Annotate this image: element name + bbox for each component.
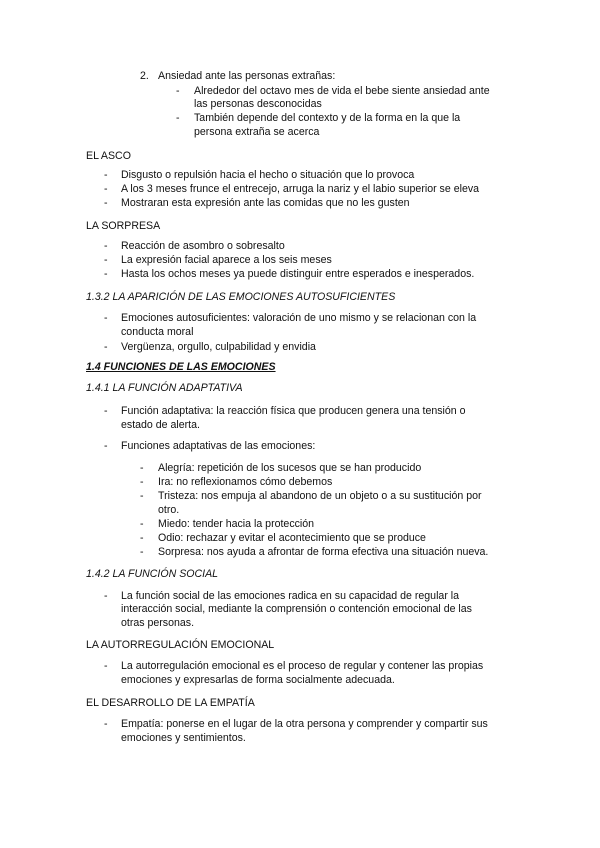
list-item-text: A los 3 meses frunce el entrecejo, arruga la nariz y el labio superior se eleva bbox=[121, 183, 480, 195]
sub-item-text: las personas desconocidas bbox=[194, 98, 322, 110]
bullet: - bbox=[140, 476, 144, 488]
bullet: - bbox=[140, 462, 144, 474]
sub-item-text: Ira: no reflexionamos cómo debemos bbox=[158, 476, 333, 488]
list-item-text: Empatía: ponerse en el lugar de la otra persona y comprender y compartir sus bbox=[121, 718, 488, 730]
list-item-text: Reacción de asombro o sobresalto bbox=[121, 240, 285, 252]
sub-item-text: Odio: rechazar y evitar el acontecimiento que se produce bbox=[158, 532, 426, 544]
list-item-text: La autorregulación emocional es el proceso de regular y contener las propias bbox=[121, 660, 484, 672]
sub-item-text: persona extraña se acerca bbox=[194, 126, 320, 138]
section-heading: LA AUTORREGULACIÓN EMOCIONAL bbox=[86, 639, 275, 651]
bullet: - bbox=[140, 518, 144, 530]
section-heading: LA SORPRESA bbox=[86, 220, 161, 232]
bullet: - bbox=[104, 240, 108, 252]
list-item-text: Funciones adaptativas de las emociones: bbox=[121, 440, 316, 452]
bullet: - bbox=[176, 85, 180, 97]
sub-item-text: Tristeza: nos empuja al abandono de un objeto o a su sustitución por bbox=[158, 490, 482, 502]
list-item-text: otras personas. bbox=[121, 617, 195, 629]
sub-item-text: otro. bbox=[158, 504, 180, 516]
list-item-text: Función adaptativa: la reacción física que producen genera una tensión o bbox=[121, 405, 466, 417]
bullet: - bbox=[104, 440, 108, 452]
bullet: - bbox=[104, 254, 108, 266]
subsection-heading: 1.4.2 LA FUNCIÓN SOCIAL bbox=[86, 568, 219, 580]
bullet: - bbox=[140, 490, 144, 502]
bullet: - bbox=[176, 112, 180, 124]
bullet: - bbox=[104, 268, 108, 280]
sub-item-text: Sorpresa: nos ayuda a afrontar de forma efectiva una situación nueva. bbox=[158, 546, 489, 558]
list-item-text: Mostraran esta expresión ante las comidas que no les gusten bbox=[121, 197, 410, 209]
bullet: - bbox=[104, 197, 108, 209]
section-heading: EL DESARROLLO DE LA EMPATÍA bbox=[86, 697, 255, 709]
list-number: 2. bbox=[140, 70, 149, 82]
bullet: - bbox=[104, 183, 108, 195]
list-item-text: Ansiedad ante las personas extrañas: bbox=[158, 70, 336, 82]
chapter-heading: 1.4 FUNCIONES DE LAS EMOCIONES bbox=[86, 361, 276, 373]
list-item-text: Vergüenza, orgullo, culpabilidad y envidia bbox=[121, 341, 316, 353]
sub-item-text: Miedo: tender hacia la protección bbox=[158, 518, 315, 530]
sub-item-text: También depende del contexto y de la forma en la que la bbox=[194, 112, 461, 124]
bullet: - bbox=[104, 341, 108, 353]
sub-item-text: Alrededor del octavo mes de vida el bebe siente ansiedad ante bbox=[194, 85, 490, 97]
bullet: - bbox=[104, 660, 108, 672]
list-item-text: emociones y expresarlas de forma socialmente adecuada. bbox=[121, 674, 395, 686]
bullet: - bbox=[104, 405, 108, 417]
subsection-heading: 1.4.1 LA FUNCIÓN ADAPTATIVA bbox=[86, 382, 243, 394]
list-item-text: interacción social, mediante la comprensión o contención emocional de las bbox=[121, 603, 472, 615]
list-item-text: estado de alerta. bbox=[121, 419, 200, 431]
bullet: - bbox=[104, 312, 108, 324]
list-item-text: conducta moral bbox=[121, 326, 194, 338]
list-item-text: emociones y sentimientos. bbox=[121, 732, 246, 744]
list-item-text: Hasta los ochos meses ya puede distinguir entre esperados e inesperados. bbox=[121, 268, 475, 280]
subsection-heading: 1.3.2 LA APARICIÓN DE LAS EMOCIONES AUTOSUFICIENTES bbox=[86, 291, 396, 303]
bullet: - bbox=[140, 546, 144, 558]
bullet: - bbox=[104, 590, 108, 602]
bullet: - bbox=[140, 532, 144, 544]
section-heading: EL ASCO bbox=[86, 150, 131, 162]
list-item-text: Emociones autosuficientes: valoración de uno mismo y se relacionan con la bbox=[121, 312, 477, 324]
list-item-text: La expresión facial aparece a los seis meses bbox=[121, 254, 332, 266]
list-item-text: La función social de las emociones radica en su capacidad de regular la bbox=[121, 590, 460, 602]
sub-item-text: Alegría: repetición de los sucesos que se han producido bbox=[158, 462, 422, 474]
bullet: - bbox=[104, 718, 108, 730]
bullet: - bbox=[104, 169, 108, 181]
list-item-text: Disgusto o repulsión hacia el hecho o situación que lo provoca bbox=[121, 169, 415, 181]
